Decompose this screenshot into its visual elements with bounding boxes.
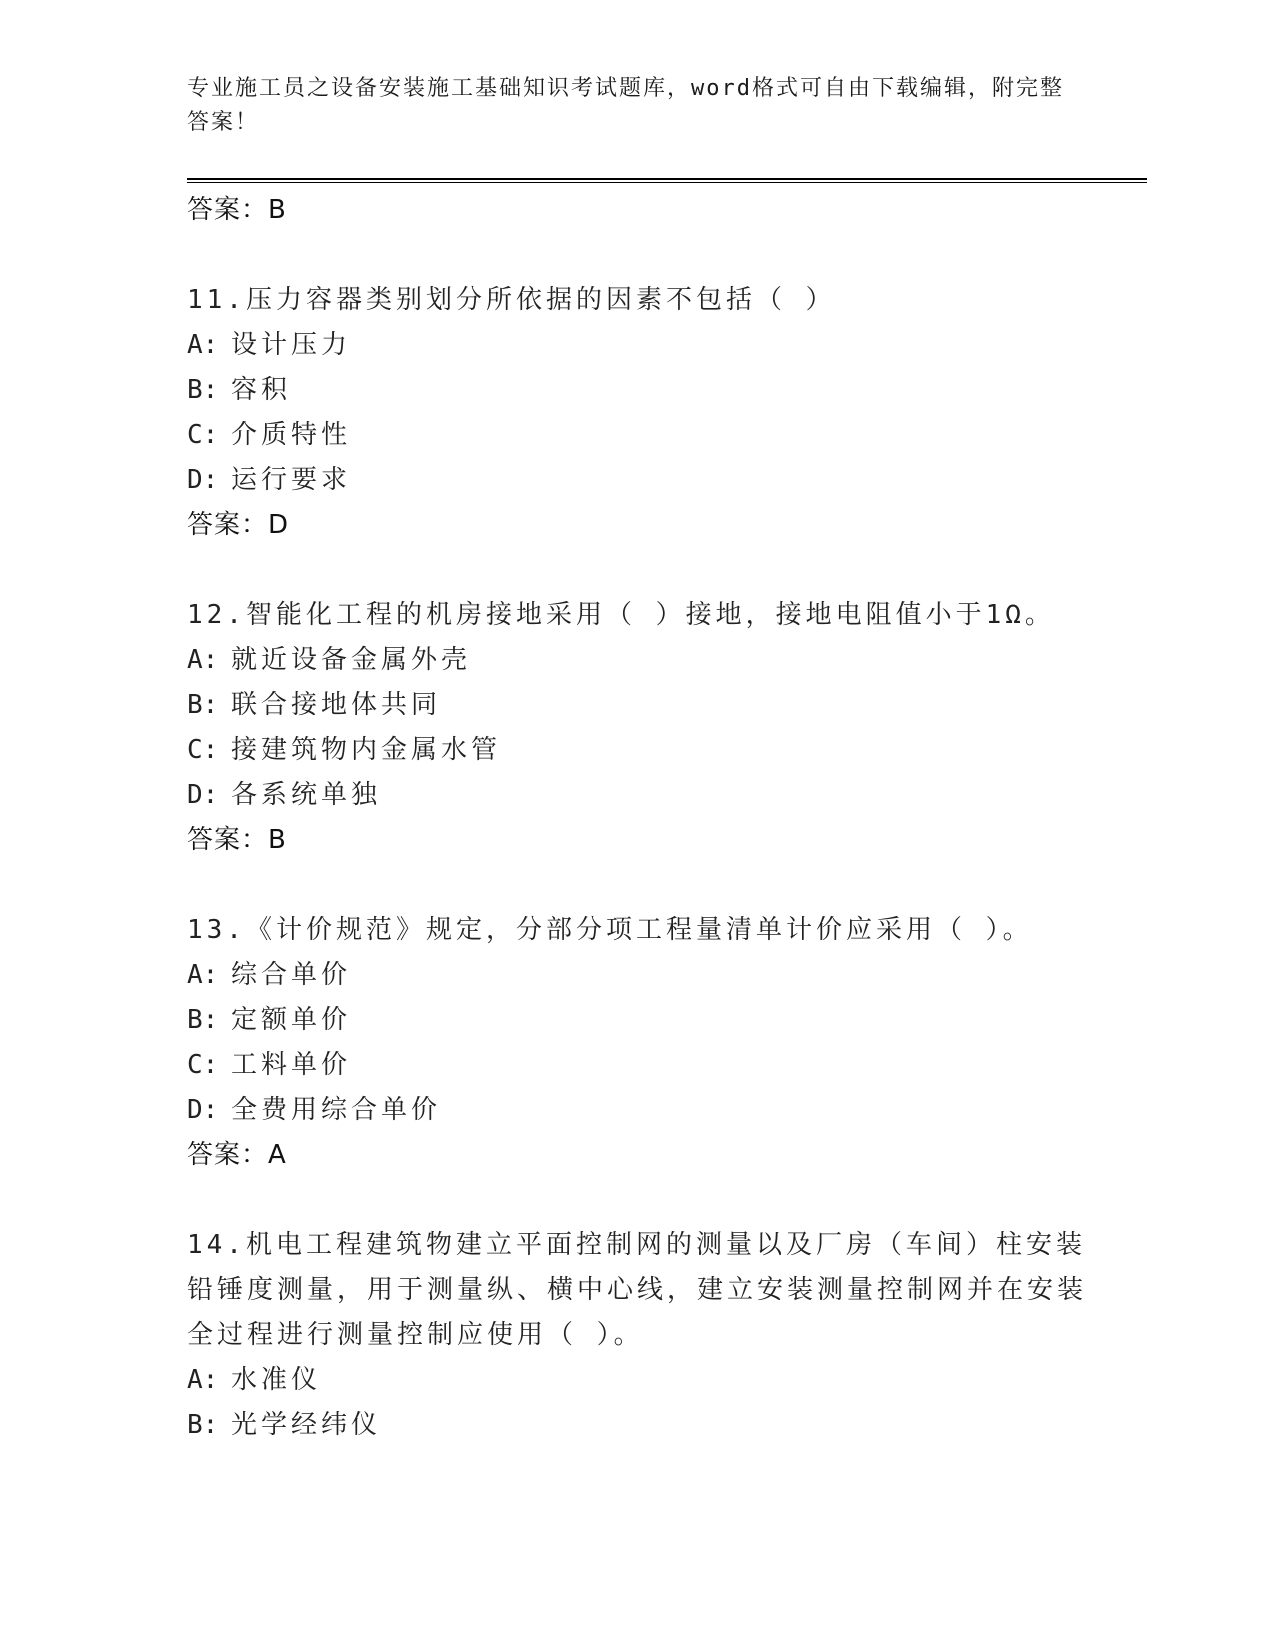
option-a xyxy=(187,953,1087,998)
option-a xyxy=(187,638,1087,683)
option-text: 光学经纬仪 xyxy=(231,1410,382,1440)
option-d xyxy=(187,458,1087,503)
option-text: 设计压力 xyxy=(231,330,352,360)
option-d xyxy=(187,1088,1087,1133)
option-text: 介质特性 xyxy=(231,420,352,450)
option-letter: D: xyxy=(187,780,219,810)
option-letter: B: xyxy=(187,375,219,405)
question-item xyxy=(187,278,1087,547)
option-letter: A: xyxy=(187,1365,219,1395)
option-text: 定额单价 xyxy=(231,1005,352,1035)
option-b xyxy=(187,368,1087,413)
option-text: 综合单价 xyxy=(231,960,352,990)
option-d xyxy=(187,773,1087,818)
option-text: 全费用综合单价 xyxy=(231,1095,442,1125)
header-divider xyxy=(187,178,1147,180)
spacer xyxy=(187,1177,1087,1223)
option-text: 接建筑物内金属水管 xyxy=(231,735,502,765)
question-text: 14.机电工程建筑物建立平面控制网的测量以及厂房（车间）柱安装铅锤度测量，用于测量纵、横中心线，建立安装测量控制网并在安装全过程进行测量控制应使用（ ）。 xyxy=(187,1230,1088,1350)
question-text: 11.压力容器类别划分所依据的因素不包括（ ） xyxy=(187,285,836,315)
question-text: 13.《计价规范》规定，分部分项工程量清单计价应采用（ ）。 xyxy=(187,915,1033,945)
option-letter: C: xyxy=(187,735,219,765)
question-item xyxy=(187,1223,1087,1448)
option-a xyxy=(187,1358,1087,1403)
option-c xyxy=(187,728,1087,773)
option-letter: A: xyxy=(187,645,219,675)
option-letter: A: xyxy=(187,330,219,360)
spacer xyxy=(187,232,1087,278)
option-letter: B: xyxy=(187,1410,219,1440)
answer-line: 答案：A xyxy=(187,1140,287,1170)
answer-line: 答案：B xyxy=(187,195,287,225)
option-text: 运行要求 xyxy=(231,465,352,495)
document-header: 专业施工员之设备安装施工基础知识考试题库，word格式可自由下载编辑，附完整答案！ xyxy=(187,76,1064,135)
question-item xyxy=(187,593,1087,862)
question-list xyxy=(187,188,1087,1448)
spacer xyxy=(187,547,1087,593)
option-text: 容积 xyxy=(231,375,292,405)
option-c xyxy=(187,413,1087,458)
answer-line: 答案：B xyxy=(187,825,287,855)
option-text: 各系统单独 xyxy=(231,780,382,810)
option-b xyxy=(187,998,1087,1043)
option-text: 联合接地体共同 xyxy=(231,690,442,720)
option-text: 就近设备金属外壳 xyxy=(231,645,472,675)
option-b xyxy=(187,1403,1087,1448)
option-text: 水准仪 xyxy=(231,1365,322,1395)
option-a xyxy=(187,323,1087,368)
header-divider-thin xyxy=(187,182,1147,183)
option-letter: A: xyxy=(187,960,219,990)
answer-line: 答案：D xyxy=(187,510,290,540)
question-text: 12.智能化工程的机房接地采用（ ）接地，接地电阻值小于1Ω。 xyxy=(187,600,1055,630)
option-letter: D: xyxy=(187,465,219,495)
option-letter: D: xyxy=(187,1095,219,1125)
question-item xyxy=(187,908,1087,1177)
spacer xyxy=(187,862,1087,908)
option-letter: C: xyxy=(187,420,219,450)
option-b xyxy=(187,683,1087,728)
option-text: 工料单价 xyxy=(231,1050,352,1080)
option-c xyxy=(187,1043,1087,1088)
option-letter: B: xyxy=(187,690,219,720)
option-letter: C: xyxy=(187,1050,219,1080)
option-letter: B: xyxy=(187,1005,219,1035)
